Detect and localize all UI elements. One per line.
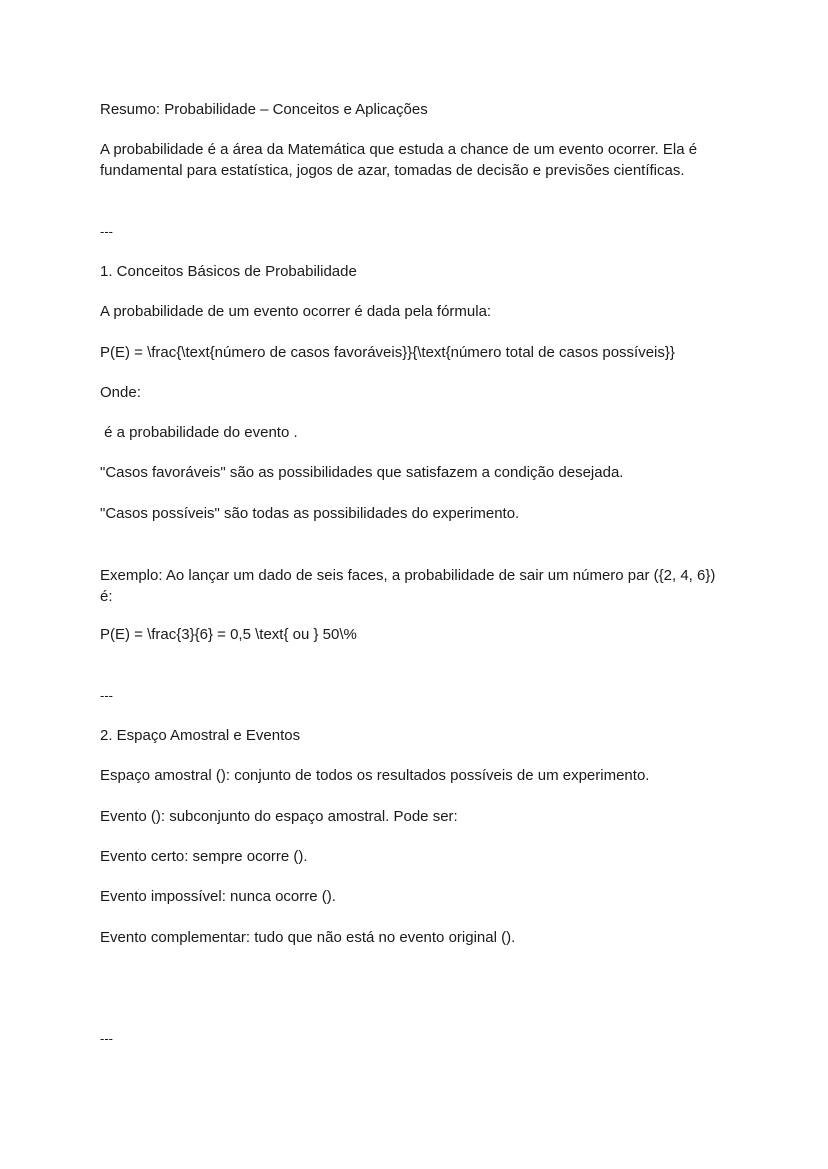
definition-item: "Casos possíveis" são todas as possibilidades do experimento.	[100, 505, 520, 522]
example-formula: P(E) = \frac{3}{6} = 0,5 \text{ ou } 50\%	[100, 626, 357, 643]
example-paragraph: Exemplo: Ao lançar um dado de seis faces, a probabilidade de sair um número par ({2, 4, 6}) é:	[100, 567, 716, 605]
section1-heading: 1. Conceitos Básicos de Probabilidade	[100, 263, 357, 280]
separator: ---	[100, 688, 113, 703]
separator: ---	[100, 1031, 113, 1046]
separator: ---	[100, 224, 113, 239]
formula-intro: A probabilidade de um evento ocorrer é dada pela fórmula:	[100, 303, 492, 320]
section2-heading: 2. Espaço Amostral e Eventos	[100, 727, 301, 744]
section2-item: Evento certo: sempre ocorre ().	[100, 848, 308, 865]
section2-item: Espaço amostral (): conjunto de todos os resultados possíveis de um experimento.	[100, 767, 650, 784]
document-title: Resumo: Probabilidade – Conceitos e Aplicações	[100, 101, 428, 118]
definition-item: "Casos favoráveis" são as possibilidades que satisfazem a condição desejada.	[100, 464, 624, 481]
section2-item: Evento complementar: tudo que não está no evento original ().	[100, 929, 516, 946]
definition-item: é a probabilidade do evento .	[100, 424, 298, 441]
section2-item: Evento (): subconjunto do espaço amostral. Pode ser:	[100, 808, 458, 825]
probability-formula: P(E) = \frac{\text{número de casos favoráveis}}{\text{número total de casos possíveis}}	[100, 344, 675, 361]
intro-paragraph: A probabilidade é a área da Matemática que estuda a chance de um evento ocorrer. Ela é fundamental para estatística, jogos de azar, tomadas de decisão e previsões científicas.	[100, 141, 698, 179]
section2-item: Evento impossível: nunca ocorre ().	[100, 888, 336, 905]
where-label: Onde:	[100, 384, 141, 401]
